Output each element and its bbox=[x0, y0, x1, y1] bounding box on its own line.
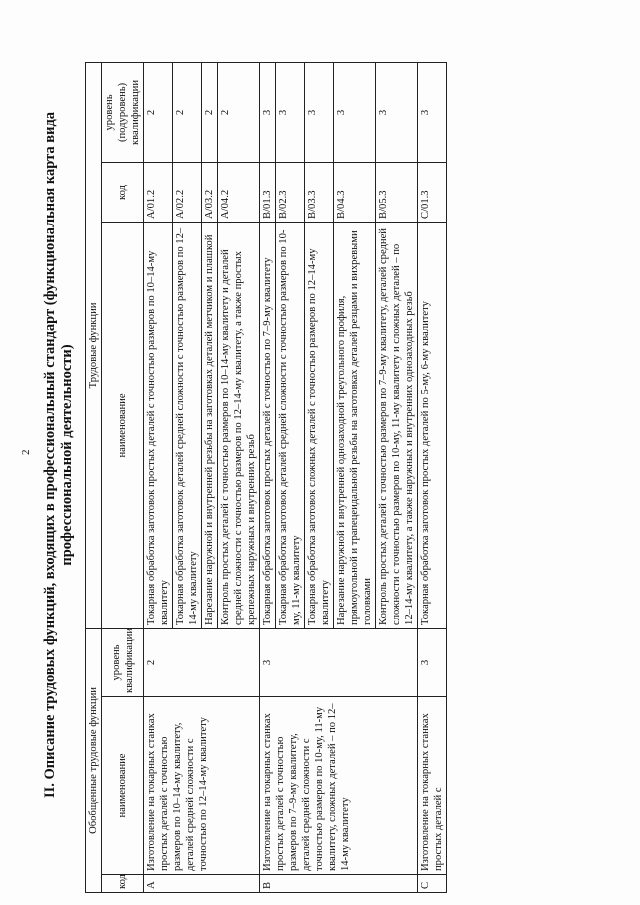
labor-name: Нарезание наружной и внутренней однозаходной треугольного профиля, прямоугольной и трапецеидальной резьбы на заготовках деталей резцами и вихревыми головками bbox=[334, 222, 376, 628]
header-name: наименование bbox=[102, 697, 144, 875]
header-level: уровень квалификации bbox=[102, 628, 144, 696]
gen-name: Изготовление на токарных станках простых деталей с точностью размеров по 7–9-му квалитету, деталей средней сложности с точностью размеров по 10-му, 11-му квалитету, сложных деталей – по 12–14-му квалитету bbox=[260, 697, 418, 875]
labor-code: A/03.2 bbox=[202, 162, 218, 222]
header-sublevel: уровень (подуровень) квалификации bbox=[102, 62, 144, 162]
labor-level: 2 bbox=[202, 62, 218, 162]
gen-code: A bbox=[144, 875, 260, 893]
labor-level: 3 bbox=[305, 62, 334, 162]
labor-level: 2 bbox=[218, 62, 260, 162]
table-row bbox=[418, 62, 447, 892]
labor-code: A/02.2 bbox=[173, 162, 202, 222]
labor-name: Токарная обработка заготовок деталей средней сложности с точностью размеров по 10-му, 11-му квалитету bbox=[276, 222, 305, 628]
header-code: код bbox=[102, 875, 144, 893]
labor-level: 3 bbox=[376, 62, 418, 162]
gen-level: 3 bbox=[260, 628, 418, 696]
labor-code: B/03.3 bbox=[305, 162, 334, 222]
labor-name: Токарная обработка заготовок деталей средней сложности с точностью размеров по 12–14-му квалитету bbox=[173, 222, 202, 628]
labor-level: 3 bbox=[418, 62, 447, 162]
table-row bbox=[260, 62, 276, 892]
labor-name: Токарная обработка заготовок простых деталей с точностью размеров по 10–14-му квалитету bbox=[144, 222, 173, 628]
header-labor-code: код bbox=[102, 162, 144, 222]
labor-level: 3 bbox=[276, 62, 305, 162]
labor-code: C/01.3 bbox=[418, 162, 447, 222]
gen-name: Изготовление на токарных станках простых деталей с bbox=[418, 697, 447, 875]
labor-level: 3 bbox=[334, 62, 376, 162]
labor-name: Токарная обработка заготовок простых деталей по 5-му, 6-му квалитету bbox=[418, 222, 447, 628]
page-number: 2 bbox=[20, 449, 32, 455]
section-title bbox=[42, 65, 76, 845]
labor-level: 2 bbox=[173, 62, 202, 162]
labor-name: Токарная обработка заготовок простых деталей с точностью по 7–9-му квалитету bbox=[260, 222, 276, 628]
gen-name: Изготовление на токарных станках простых деталей с точностью размеров по 10–14-му квалитету, деталей средней сложности с точностью по 12–14-му квалитету bbox=[144, 697, 260, 875]
gen-level: 3 bbox=[418, 628, 447, 696]
labor-code: A/04.2 bbox=[218, 162, 260, 222]
labor-name: Контроль простых деталей с точностью размеров по 7–9-му квалитету, деталей средней сложности с точностью размеров по 10-му, 11-му квалитету и сложных деталей – по 12–14-му квалитету, а также наружных и внутренних однозаходных резьб bbox=[376, 222, 418, 628]
header-labor-functions: Трудовые функции bbox=[86, 62, 102, 628]
labor-code: B/01.3 bbox=[260, 162, 276, 222]
functional-map-table bbox=[85, 62, 447, 893]
labor-name: Токарная обработка заготовок сложных деталей с точностью размеров по 12–14-му квалитету bbox=[305, 222, 334, 628]
gen-code: B bbox=[260, 875, 418, 893]
labor-name: Контроль простых деталей с точностью размеров по 10–14-му квалитету и деталей средней сложности с точностью размеров по 12–14-му квалитету, а также простых крепежных наружных и внутренних резьб bbox=[218, 222, 260, 628]
labor-level: 3 bbox=[260, 62, 276, 162]
table-row bbox=[144, 62, 173, 892]
labor-level: 2 bbox=[144, 62, 173, 162]
header-generalized-functions: Обобщенные трудовые функции bbox=[86, 628, 102, 892]
labor-code: A/01.2 bbox=[144, 162, 173, 222]
header-labor-name: наименование bbox=[102, 222, 144, 628]
labor-code: B/05.3 bbox=[376, 162, 418, 222]
labor-code: B/02.3 bbox=[276, 162, 305, 222]
section-title-line-1: II. Описание трудовых функций, входящих в профессиональный стандарт (функциональная карта вида bbox=[42, 111, 58, 799]
gen-code: C bbox=[418, 875, 447, 893]
labor-code: B/04.3 bbox=[334, 162, 376, 222]
labor-name: Нарезание наружной и внутренней резьбы на заготовках деталей метчиком и плашкой bbox=[202, 222, 218, 628]
section-title-line-2: профессиональной деятельности) bbox=[59, 344, 75, 566]
gen-level: 2 bbox=[144, 628, 260, 696]
